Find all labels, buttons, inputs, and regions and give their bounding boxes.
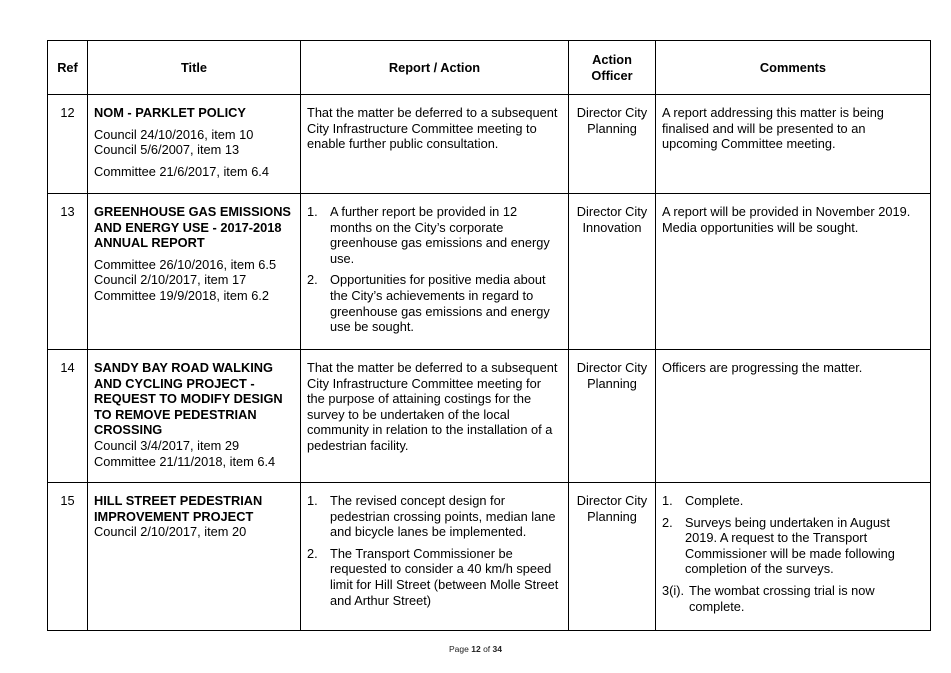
list-item [662, 583, 924, 614]
list-item [662, 515, 924, 577]
footer-page-total: 34 [492, 644, 502, 654]
page-footer [0, 644, 951, 654]
comment-text: A report will be provided in November 2019. [662, 204, 911, 219]
list-text: A further report be provided in 12 months on the City’s corporate greenhouse gas emissions and energy use. [330, 204, 550, 266]
row-meta: Committee 26/10/2016, item 6.5 [94, 256, 277, 272]
row-title-cell [88, 350, 301, 483]
list-number: 3(i). [662, 582, 685, 598]
list-item [307, 546, 562, 608]
row-comments [656, 350, 931, 483]
row-title-cell [88, 95, 301, 194]
list-item [307, 272, 562, 334]
header-ref: Ref [48, 41, 88, 95]
row-comments [656, 194, 931, 350]
row-meta: Committee 21/11/2018, item 6.4 [94, 453, 276, 469]
list-item [662, 493, 924, 509]
list-number: 1. [662, 493, 673, 508]
row-report [301, 194, 569, 350]
row-report [301, 483, 569, 631]
list-item [307, 493, 562, 540]
row-title: HILL STREET PEDESTRIAN IMPROVEMENT PROJECT [94, 493, 263, 524]
row-meta: Committee 21/6/2017, item 6.4 [94, 163, 269, 179]
row-title: NOM - PARKLET POLICY [94, 105, 246, 120]
list-text: Complete. [685, 493, 744, 508]
list-number: 2. [307, 272, 318, 288]
table-row [48, 95, 931, 194]
header-action-officer [569, 41, 656, 95]
header-officer-line2: Officer [591, 67, 633, 83]
header-title: Title [88, 41, 301, 95]
header-comments: Comments [656, 41, 931, 95]
comment-text: A report addressing this matter is being finalised and will be presented to an upcoming Committee meeting. [662, 105, 884, 152]
list-text: The revised concept design for pedestrian crossing points, median lane and bicycle lanes be implemented. [330, 493, 556, 540]
comment-list [662, 493, 924, 614]
row-comments [656, 95, 931, 194]
row-ref: 14 [48, 350, 88, 483]
list-number: 1. [307, 204, 318, 219]
row-title-cell [88, 194, 301, 350]
header-officer-line1: Action [592, 51, 632, 67]
row-meta: Council 2/10/2017, item 20 [94, 524, 247, 540]
table-row [48, 194, 931, 350]
list-number: 1. [307, 493, 318, 508]
list-number: 2. [307, 545, 318, 561]
report-list [307, 204, 562, 335]
footer-prefix: Page [448, 644, 469, 654]
row-officer: Director City Planning [569, 95, 656, 194]
row-meta: Council 2/10/2017, item 17 [94, 272, 247, 288]
row-title: SANDY BAY ROAD WALKING AND CYCLING PROJECT - REQUEST TO MODIFY DESIGN TO REMOVE PEDESTRIAN CROSSING [94, 360, 283, 438]
footer-page-number: 12 [471, 644, 481, 654]
row-officer: Director City Planning [569, 350, 656, 483]
row-officer: Director City Planning [569, 483, 656, 631]
row-comments [656, 483, 931, 631]
row-meta: Committee 19/9/2018, item 6.2 [94, 287, 269, 303]
comment-text: Officers are progressing the matter. [662, 360, 863, 375]
list-text: The wombat crossing trial is now complete. [689, 582, 875, 614]
table-row [48, 350, 931, 483]
row-report [301, 350, 569, 483]
actions-table [47, 40, 931, 631]
table-header-row [48, 41, 931, 95]
comment-text: Media opportunities will be sought. [662, 219, 859, 235]
row-officer: Director City Innovation [569, 194, 656, 350]
report-text: That the matter be deferred to a subsequent City Infrastructure Committee meeting for the purpose of attaining costings for the survey to be undertaken of the local community in relation to the installation of a pedestrian facility. [307, 360, 558, 453]
list-text: The Transport Commissioner be requested to consider a 40 km/h speed limit for Hill Street (between Molle Street and Arthur Street) [330, 545, 559, 608]
row-meta: Council 3/4/2017, item 29 [94, 437, 240, 453]
row-title: GREENHOUSE GAS EMISSIONS AND ENERGY USE - 2017-2018 ANNUAL REPORT [94, 204, 291, 251]
footer-of: of [483, 644, 491, 654]
table-row [48, 483, 931, 631]
row-ref: 12 [48, 95, 88, 194]
row-title-cell [88, 483, 301, 631]
header-report-action: Report / Action [301, 41, 569, 95]
list-text: Opportunities for positive media about the City’s achievements in regard to greenhouse gas emissions and energy use be sought. [330, 272, 550, 335]
list-text: Surveys being undertaken in August 2019. A request to the Transport Commissioner will be made following completion of the surveys. [685, 514, 895, 577]
row-report [301, 95, 569, 194]
row-meta: Council 24/10/2016, item 10 [94, 126, 254, 142]
row-meta: Council 5/6/2007, item 13 [94, 142, 240, 158]
row-ref: 15 [48, 483, 88, 631]
report-text: That the matter be deferred to a subsequent City Infrastructure Committee meeting to enable further public consultation. [307, 105, 558, 152]
list-number: 2. [662, 514, 673, 530]
list-item [307, 204, 562, 266]
report-list [307, 493, 562, 608]
row-ref: 13 [48, 194, 88, 350]
